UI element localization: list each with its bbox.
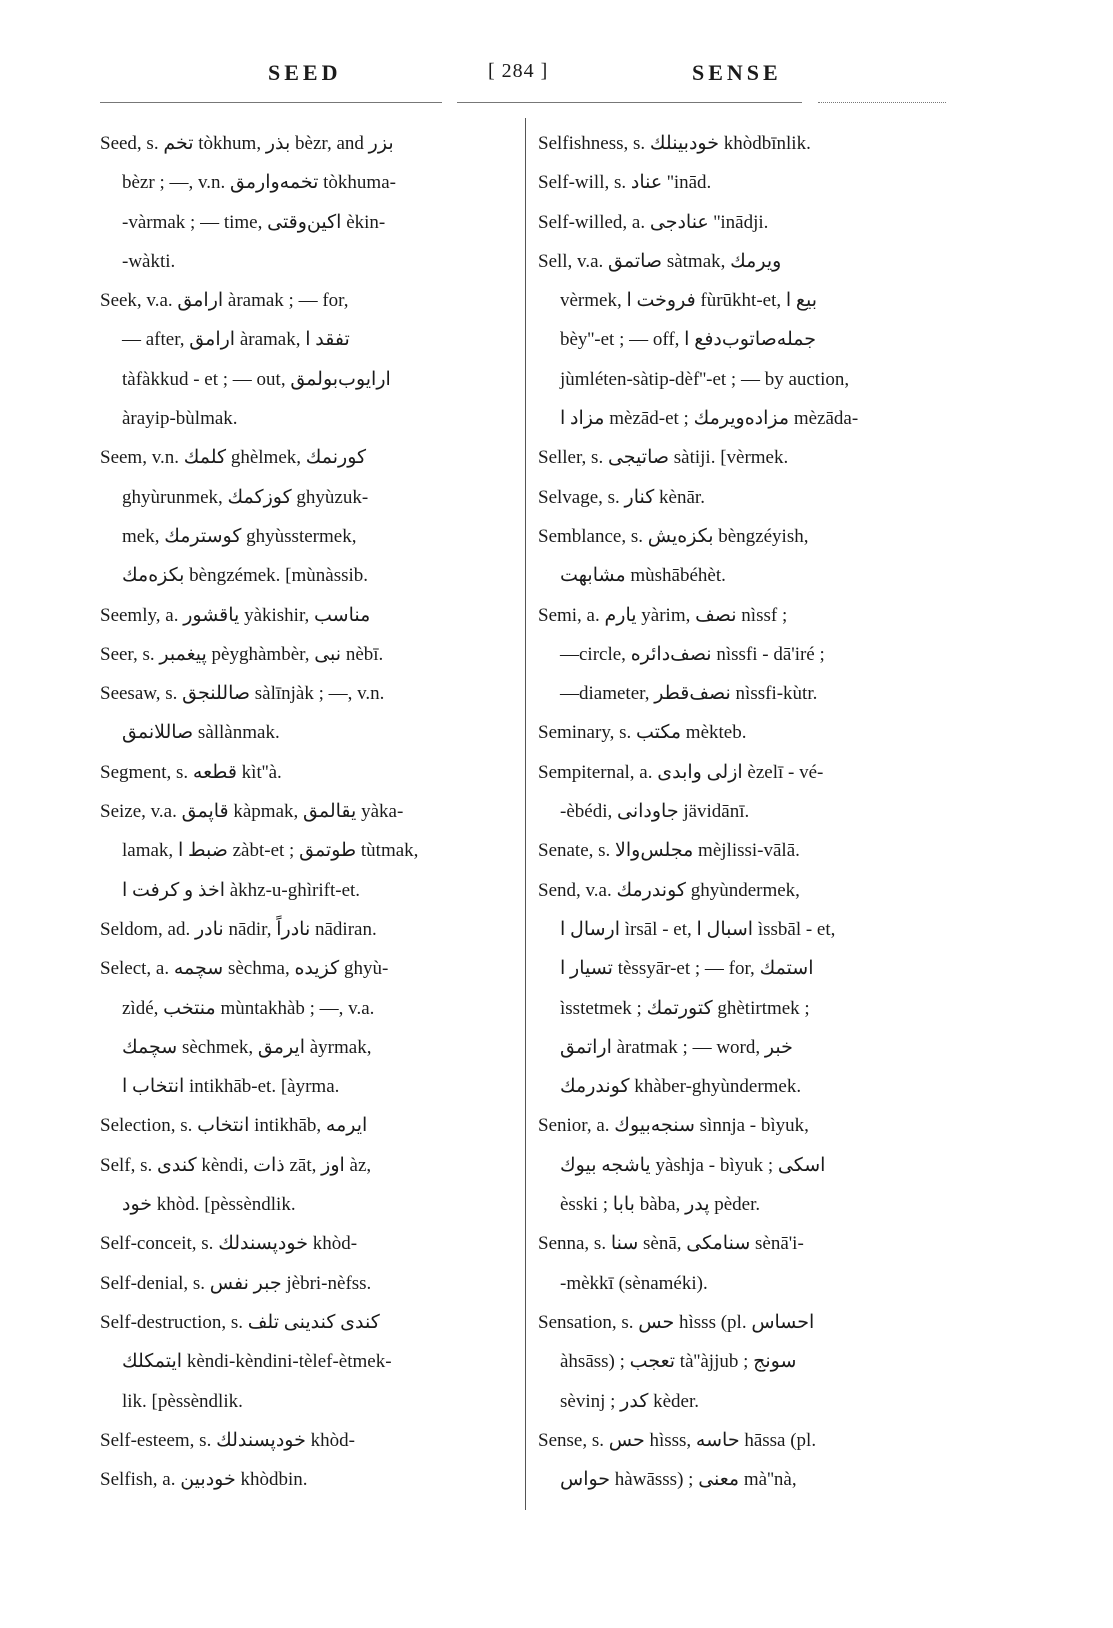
entry-continuation: jùmléten-sàtip-dèf''-et ; — by auction, (560, 368, 850, 390)
entry-continuation: انتخاب ا intikhāb-et. [àyrma. (122, 1076, 340, 1098)
entry-continuation: ارسال ا ìrsāl - et, اسبال ا ìssbāl - et, (560, 918, 836, 940)
entry-headline: Senate, s. مجلس‌والا mèjlissi-vālā. (538, 840, 800, 862)
entry-continuation: àrayip-bùlmak. (122, 408, 238, 430)
dictionary-entry (100, 124, 512, 281)
entry-continuation: -èbédi, جاودانی jävidānī. (560, 801, 750, 823)
header-rule (100, 102, 442, 103)
entry-headline: Sensation, s. حس hìsss (pl. احساس (538, 1311, 815, 1333)
dictionary-entry (538, 478, 950, 517)
entry-headline: Self-destruction, s. کندی کندینی تلف (100, 1311, 380, 1333)
left-column (100, 124, 512, 1499)
dictionary-entry (538, 1303, 950, 1421)
entry-headline: Sell, v.a. صاتمق sàtmak, ویرمك (538, 250, 782, 272)
entry-continuation: خود khòd. [pèssèndlik. (122, 1194, 296, 1216)
dictionary-entry (538, 242, 950, 438)
entry-continuation: مزاد ا mèzād-et ; مزاده‌ویرمك mèzāda- (560, 408, 859, 430)
entry-headline: Self-conceit, s. خودپسندلك khòd- (100, 1233, 358, 1255)
entry-headline: Seize, v.a. قاپمق kàpmak, یقالمق yàka- (100, 801, 404, 823)
entry-headline: Sense, s. حس hìsss, حاسه hāssa (pl. (538, 1429, 817, 1451)
entry-headline: Seminary, s. مکتب mèkteb. (538, 722, 747, 744)
entry-headline: Sempiternal, a. ازلی وابدی èzelī - vé- (538, 761, 824, 783)
header-left-guideword: SEED (268, 60, 342, 85)
entry-continuation: bèy''-et ; — off, جمله‌صاتوب‌دفع ا (560, 329, 816, 351)
entry-continuation: —diameter, نصف‌قطر nìssfi-kùtr. (560, 683, 818, 705)
entry-headline: Seed, s. تخم tòkhum, بذر bèzr, and بزر (100, 133, 394, 154)
entry-headline: Semblance, s. بکزه‌یش bèngzéyish, (538, 525, 809, 547)
entry-headline: Segment, s. قطعه kìt''à. (100, 761, 282, 783)
entry-headline: Seemly, a. یاقشور yàkishir, مناسب (100, 604, 371, 626)
dictionary-entry (538, 1106, 950, 1224)
page-header (0, 60, 1113, 100)
entry-continuation: mek, کوسترمك ghyùsstermek, (122, 525, 357, 547)
entry-continuation: ایتمکلك kèndi-kèndini-tèlef-ètmek- (122, 1351, 392, 1373)
dictionary-entry (538, 438, 950, 477)
entry-headline: Seller, s. صاتیجی sàtiji. [vèrmek. (538, 447, 789, 469)
entry-continuation: —circle, نصف‌دائره nìssfi - dā'iré ; (560, 643, 825, 665)
dictionary-entry (538, 713, 950, 752)
entry-continuation: اخذ و کرفت ا àkhz-u-ghìrift-et. (122, 879, 361, 901)
dictionary-entry (100, 1224, 512, 1263)
entry-continuation: sèvinj ; کدر kèder. (560, 1390, 700, 1412)
right-column (538, 124, 950, 1499)
entry-headline: Seesaw, s. صاللنجق sàlīnjàk ; —, v.n. (100, 683, 385, 705)
entry-headline: Selection, s. انتخاب intikhāb, ایرمه (100, 1115, 368, 1137)
entry-headline: Senior, a. سنجه‌بیوك sìnnja - bìyuk, (538, 1115, 809, 1137)
entry-continuation: -vàrmak ; — time, اکین‌وقتی èkin- (122, 211, 386, 233)
column-divider (525, 118, 526, 1510)
dictionary-entry (100, 281, 512, 438)
dictionary-entry (100, 753, 512, 792)
dictionary-entry (538, 517, 950, 596)
entry-continuation: lamak, ضبط ا zàbt-et ; طوتمق tùtmak, (122, 840, 419, 862)
entry-continuation: vèrmek, فروخت ا fùrūkht-et, بیع ا (560, 290, 818, 312)
entry-headline: Self-willed, a. عنادجی ''inādji. (538, 211, 769, 233)
dictionary-entry (538, 871, 950, 1107)
dictionary-entry (100, 438, 512, 595)
entry-continuation: کوندرمك khàber-ghyùndermek. (560, 1076, 802, 1098)
entry-continuation: حواس hàwāsss) ; معنی mà''nà, (560, 1469, 797, 1491)
entry-continuation: صاللانمق sàllànmak. (122, 722, 280, 744)
entry-continuation: zìdé, منتخب mùntakhàb ; —, v.a. (122, 997, 375, 1019)
dictionary-entry (100, 1146, 512, 1225)
entry-continuation: یاشجه بیوك yàshja - bìyuk ; اسکی (560, 1154, 826, 1176)
dictionary-entry (538, 203, 950, 242)
dictionary-entry (100, 1264, 512, 1303)
header-rule (457, 102, 802, 103)
dictionary-entry (100, 1421, 512, 1460)
entry-headline: Self-esteem, s. خودپسندلك khòd- (100, 1429, 355, 1451)
entry-continuation: lik. [pèssèndlik. (122, 1390, 243, 1412)
dictionary-entry (100, 949, 512, 1106)
entry-headline: Select, a. سچمه sèchma, کزیده ghyù- (100, 958, 389, 980)
dictionary-entry (538, 753, 950, 832)
entry-headline: Seer, s. پیغمبر pèyghàmbèr, نبی nèbī. (100, 643, 384, 665)
dictionary-entry (100, 674, 512, 753)
entry-headline: Senna, s. سنا sènā, سنامکی sènā'i- (538, 1233, 804, 1255)
dictionary-entry (100, 1460, 512, 1499)
entry-continuation: bèzr ; —, v.n. تخمه‌وارمق tòkhuma- (122, 172, 396, 194)
entry-headline: Seldom, ad. نادر nādir, نادراً nādiran. (100, 918, 377, 940)
entry-headline: Self-denial, s. جبر نفس jèbri-nèfss. (100, 1272, 372, 1294)
entry-headline: Self, s. کندی kèndi, ذات zāt, اوز àz, (100, 1154, 372, 1176)
entry-headline: Semi, a. یارم yàrim, نصف nìssf ; (538, 604, 788, 626)
dictionary-entry (538, 831, 950, 870)
dictionary-entry (100, 910, 512, 949)
entry-headline: Send, v.a. کوندرمك ghyùndermek, (538, 879, 800, 901)
page-number: [ 284 ] (488, 60, 549, 82)
entry-continuation: -mèkkī (sènaméki). (560, 1272, 708, 1294)
dictionary-entry (538, 1224, 950, 1303)
entry-continuation: — after, ارامق àramak, تفقد ا (122, 329, 350, 351)
entry-continuation: àhsāss) ; تعجب tà''àjjub ; سونج (560, 1351, 797, 1373)
dictionary-entry (100, 596, 512, 635)
entry-continuation: سچمك sèchmek, ایرمق àyrmak, (122, 1036, 372, 1058)
entry-headline: Selvage, s. کنار kènār. (538, 486, 705, 508)
entry-continuation: اراتمق àratmak ; — word, خبر (560, 1036, 793, 1058)
header-right-guideword: SENSE (692, 60, 782, 85)
dictionary-entry (538, 124, 950, 163)
dictionary-entry (538, 163, 950, 202)
entry-continuation: ghyùrunmek, کوزکمك ghyùzuk- (122, 486, 369, 508)
dictionary-entry (538, 596, 950, 714)
entry-continuation: تسیار ا tèssyār-et ; — for, استمك (560, 958, 814, 980)
entry-headline: Selfish, a. خودبین khòdbin. (100, 1469, 308, 1491)
dictionary-entry (100, 635, 512, 674)
entry-continuation: مشابهت mùshābéhèt. (560, 565, 726, 587)
dictionary-entry (538, 1421, 950, 1500)
entry-continuation: بکزه‌مك bèngzémek. [mùnàssib. (122, 565, 369, 587)
entry-continuation: -wàkti. (122, 250, 176, 272)
header-rule (818, 102, 946, 103)
dictionary-entry (100, 1106, 512, 1145)
dictionary-entry (100, 1303, 512, 1421)
entry-headline: Seek, v.a. ارامق àramak ; — for, (100, 290, 349, 312)
entry-headline: Self-will, s. عناد ''inād. (538, 172, 712, 194)
entry-headline: Seem, v.n. کلمك ghèlmek, کورنمك (100, 447, 367, 469)
entry-continuation: èsski ; بابا bàba, پدر pèder. (560, 1194, 761, 1216)
entry-continuation: tàfàkkud - et ; — out, ارایوب‌بولمق (122, 368, 391, 390)
entry-headline: Selfishness, s. خودبینلك khòdbīnlik. (538, 133, 811, 154)
entry-continuation: ìsstetmek ; کتورتمك ghètirtmek ; (560, 997, 810, 1019)
dictionary-entry (100, 792, 512, 910)
